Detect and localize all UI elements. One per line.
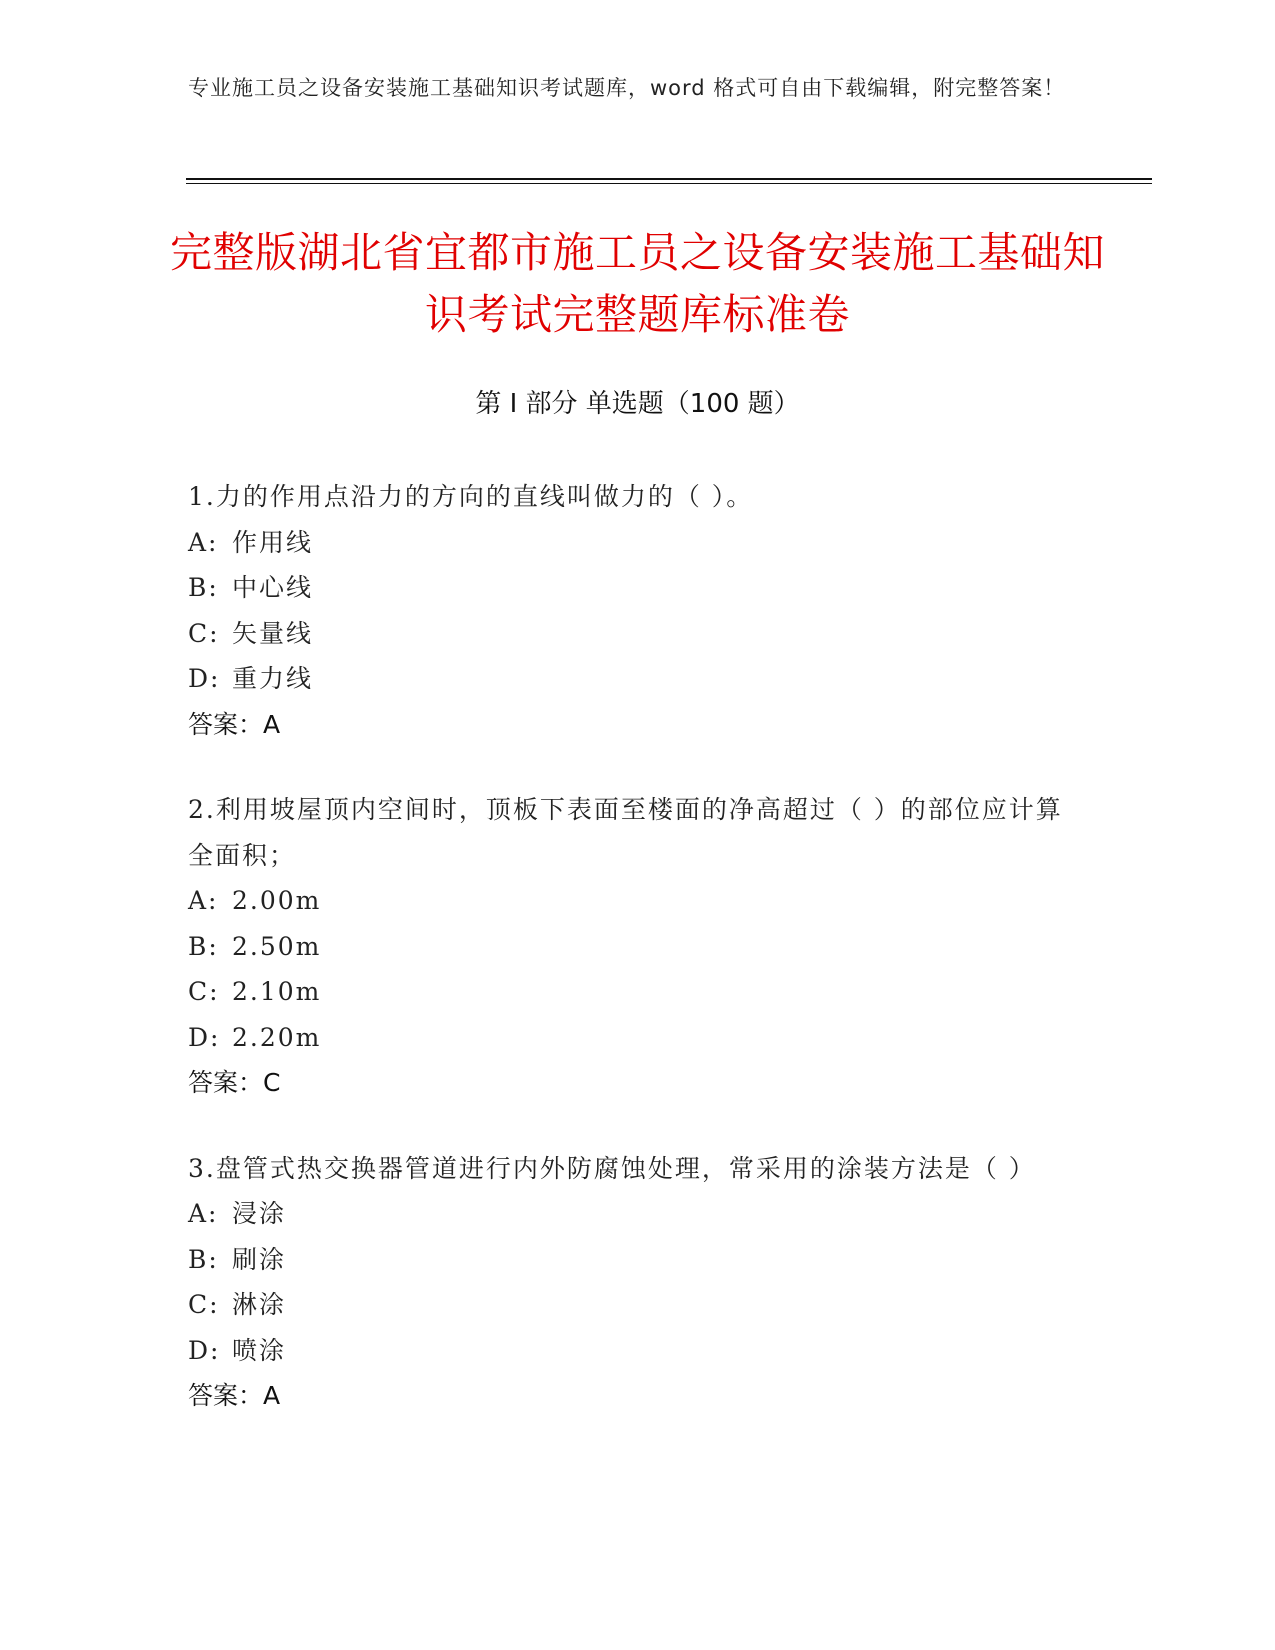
question-2 (188, 787, 1078, 1106)
option-text: 刷涂 (232, 1244, 287, 1274)
option-d (188, 656, 1078, 702)
option-c (188, 611, 1078, 657)
question-stem: 1.力的作用点沿力的方向的直线叫做力的（ ）。 (188, 482, 754, 511)
option-key: C: (188, 1290, 220, 1319)
question-stem: 2.利用坡屋顶内空间时，顶板下表面至楼面的净高超过（ ）的部位应计算全面积； (188, 795, 1063, 870)
question-list (188, 474, 1078, 1459)
answer-line: 答案：A (188, 709, 281, 739)
option-c (188, 1282, 1078, 1328)
option-text: 淋涂 (232, 1290, 287, 1319)
section-heading: 第 I 部分 单选题（100 题） (475, 389, 800, 419)
option-key: B: (188, 573, 219, 602)
option-d (188, 1015, 1078, 1061)
option-a (188, 520, 1078, 566)
header-divider-thick (186, 178, 1152, 180)
option-key: B: (188, 931, 219, 961)
header-divider-thin (186, 183, 1152, 184)
option-text: 作用线 (232, 527, 314, 557)
option-key: D: (188, 664, 221, 693)
option-b (188, 924, 1078, 970)
option-key: A: (188, 527, 219, 557)
option-text: 重力线 (232, 664, 314, 693)
question-1 (188, 474, 1078, 747)
option-key: B: (188, 1244, 219, 1274)
header-note: 专业施工员之设备安装施工基础知识考试题库，word 格式可自由下载编辑，附完整答案！ (188, 76, 1066, 100)
option-a (188, 1191, 1078, 1237)
option-key: D: (188, 1335, 221, 1365)
option-key: A: (188, 1199, 219, 1228)
option-b (188, 1237, 1078, 1283)
answer-line: 答案：C (188, 1068, 281, 1097)
option-key: A: (188, 886, 219, 915)
question-stem: 3.盘管式热交换器管道进行内外防腐蚀处理，常采用的涂装方法是（ ） (188, 1153, 1036, 1183)
option-text: 中心线 (232, 573, 314, 602)
option-a (188, 878, 1078, 924)
option-key: C: (188, 618, 220, 648)
option-b (188, 565, 1078, 611)
option-text: 浸涂 (232, 1199, 287, 1228)
option-c (188, 969, 1078, 1015)
option-text: 喷涂 (232, 1335, 287, 1365)
document-title: 完整版湖北省宜都市施工员之设备安装施工基础知识考试完整题库标准卷 (169, 228, 1105, 339)
question-3 (188, 1146, 1078, 1419)
option-d (188, 1328, 1078, 1374)
answer-line: 答案：A (188, 1381, 281, 1410)
option-text: 矢量线 (232, 618, 314, 648)
option-key: D: (188, 1022, 221, 1052)
option-text: 2.20m (232, 1022, 322, 1052)
option-text: 2.00m (232, 886, 322, 915)
option-text: 2.50m (232, 931, 322, 961)
option-key: C: (188, 977, 220, 1006)
option-text: 2.10m (232, 977, 322, 1006)
